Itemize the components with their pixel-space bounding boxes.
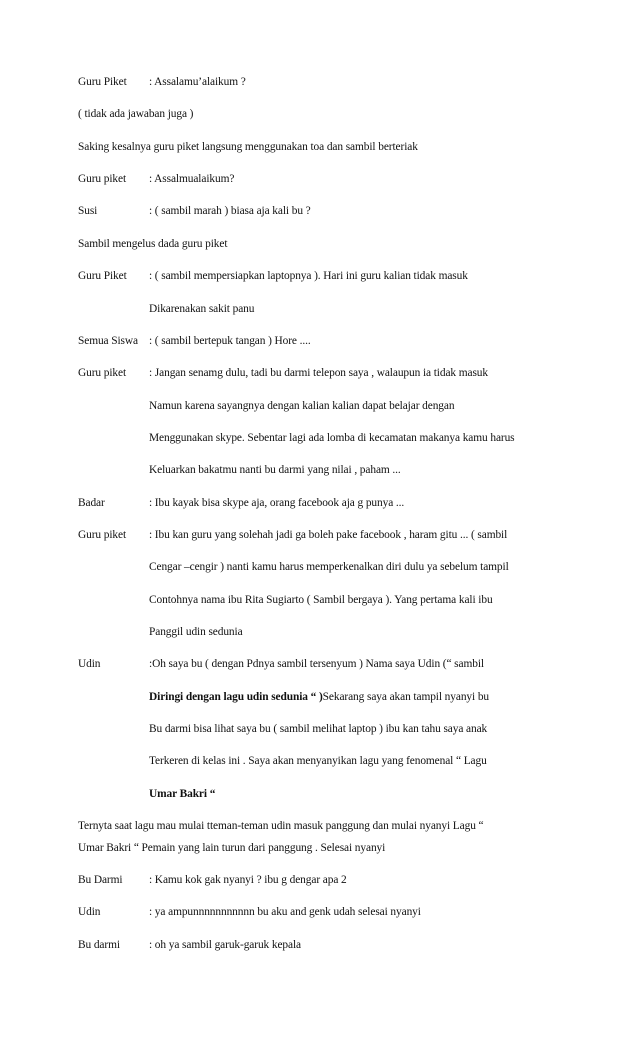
dialogue-continuation: Bu darmi bisa lihat saya bu ( sambil melihat laptop ) ibu kan tahu saya anak <box>149 723 488 735</box>
dialogue-continuation-rest: Sekarang saya akan tampil nyanyi bu <box>322 691 490 703</box>
narration-text: Umar Bakri “ Pemain yang lain turun dari panggung . Selesai nyanyi <box>78 842 386 854</box>
dialogue-continuation: Keluarkan bakatmu nanti bu darmi yang nilai , paham ... <box>149 464 401 476</box>
dialogue-continuation: Cengar –cengir ) nanti kamu harus memperkenalkan diri dulu ya sebelum tampil <box>149 561 509 573</box>
dialogue-text: :Oh saya bu ( dengan Pdnya sambil tersenyum ) Nama saya Udin (“ sambil <box>149 658 484 670</box>
dialogue-text: : oh ya sambil garuk-garuk kepala <box>149 939 302 951</box>
narration-text: ( tidak ada jawaban juga ) <box>78 108 194 120</box>
speaker-label: Guru Piket <box>78 270 127 282</box>
dialogue-text: : Ibu kayak bisa skype aja, orang facebook aja g punya ... <box>149 497 405 509</box>
speaker-label: Guru piket <box>78 173 127 185</box>
speaker-label: Bu darmi <box>78 939 120 951</box>
speaker-label: Guru Piket <box>78 76 127 88</box>
dialogue-text: : ( sambil mempersiapkan laptopnya ). Hari ini guru kalian tidak masuk <box>149 270 468 282</box>
song-title-bold: Umar Bakri “ <box>149 788 216 800</box>
speaker-label: Udin <box>78 906 101 918</box>
dialogue-text: : ( sambil bertepuk tangan ) Hore .... <box>149 335 311 347</box>
dialogue-continuation: Terkeren di kelas ini . Saya akan menyanyikan lagu yang fenomenal “ Lagu <box>149 755 487 767</box>
speaker-label: Guru piket <box>78 529 127 541</box>
speaker-label: Bu Darmi <box>78 874 123 886</box>
speaker-label: Udin <box>78 658 101 670</box>
dialogue-continuation: Panggil udin sedunia <box>149 626 243 638</box>
dialogue-text: : Assalamu’alaikum ? <box>149 76 246 88</box>
dialogue-text: : Assalmualaikum? <box>149 173 235 185</box>
speaker-label: Guru piket <box>78 367 127 379</box>
narration-text: Sambil mengelus dada guru piket <box>78 238 228 250</box>
speaker-label: Semua Siswa <box>78 335 138 347</box>
dialogue-continuation: Menggunakan skype. Sebentar lagi ada lomba di kecamatan makanya kamu harus <box>149 432 515 444</box>
narration-text: Ternyta saat lagu mau mulai tteman-teman udin masuk panggung dan mulai nyanyi Lagu “ <box>78 820 484 832</box>
dialogue-text: : Ibu kan guru yang solehah jadi ga boleh pake facebook , haram gitu ... ( sambil <box>149 529 508 541</box>
narration-text: Saking kesalnya guru piket langsung menggunakan toa dan sambil berteriak <box>78 141 418 153</box>
dialogue-continuation: Namun karena sayangnya dengan kalian kalian dapat belajar dengan <box>149 400 455 412</box>
dialogue-continuation: Contohnya nama ibu Rita Sugiarto ( Sambil bergaya ). Yang pertama kali ibu <box>149 594 493 606</box>
dialogue-text: : Kamu kok gak nyanyi ? ibu g dengar apa 2 <box>149 874 347 886</box>
dialogue-continuation: Dikarenakan sakit panu <box>149 303 255 315</box>
dialogue-continuation <box>149 690 489 704</box>
speaker-label: Susi <box>78 205 98 217</box>
dialogue-text: : Jangan senamg dulu, tadi bu darmi telepon saya , walaupun ia tidak masuk <box>149 367 488 379</box>
dialogue-text: : ( sambil marah ) biasa aja kali bu ? <box>149 205 311 217</box>
dialogue-text: : ya ampunnnnnnnnnnn bu aku and genk udah selesai nyanyi <box>149 906 421 918</box>
stage-direction-bold: Diringi dengan lagu udin sedunia “ ) <box>149 691 323 703</box>
speaker-label: Badar <box>78 497 105 509</box>
